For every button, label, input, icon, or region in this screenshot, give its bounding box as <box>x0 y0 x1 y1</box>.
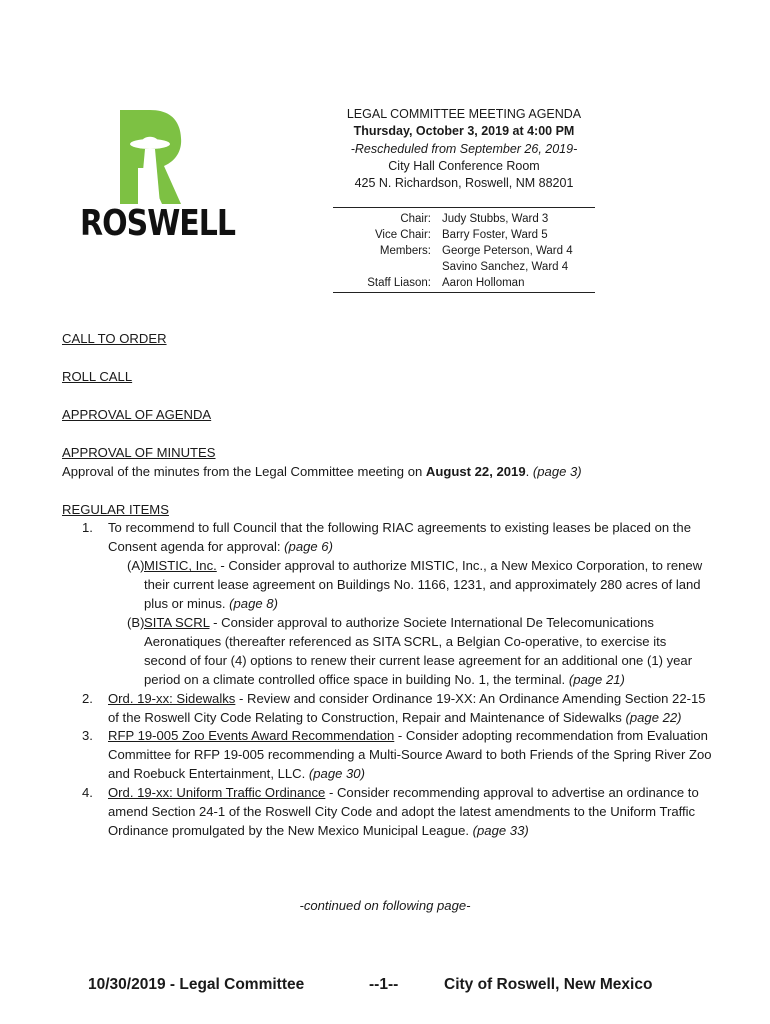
page-ref: (page 3) <box>532 463 582 479</box>
minutes-text <box>62 463 712 482</box>
subitem-title: SITA SCRL <box>144 614 210 630</box>
roster-row <box>333 243 595 259</box>
item-text: To recommend to full Council that the following RIAC agreements to existing leases be placed on the Consent agenda for approval: <box>108 520 691 555</box>
minutes-text-after: . <box>525 463 533 479</box>
item-title: Ord. 19-xx: Uniform Traffic Ordinance <box>108 785 326 801</box>
item-number: 2. <box>82 690 93 706</box>
footer-city: City of Roswell, New Mexico <box>444 976 653 993</box>
logo-wordmark: ROSWELL <box>80 203 236 245</box>
page-ref: (page 6) <box>284 539 333 555</box>
agenda-item <box>62 519 712 557</box>
item-number: 3. <box>82 728 93 744</box>
footer-date-committee: 10/30/2019 - Legal Committee <box>88 976 305 993</box>
item-title: RFP 19-005 Zoo Events Award Recommendation <box>108 728 395 744</box>
roster-role: Chair: <box>400 213 431 225</box>
continued-note: -continued on following page- <box>299 898 471 913</box>
roster-role: Staff Liason: <box>367 277 431 289</box>
footer-page-number: --1-- <box>369 976 399 993</box>
meeting-address: 425 N. Richardson, Roswell, NM 88201 <box>354 176 574 191</box>
roster-row <box>333 211 595 227</box>
roster-name: Aaron Holloman <box>442 277 525 289</box>
roster-role: Members: <box>379 245 431 257</box>
meeting-header <box>333 106 595 192</box>
minutes-text-before: Approval of the minutes from the Legal Committee meeting on <box>62 463 426 479</box>
roster-row <box>333 227 595 243</box>
agenda-item <box>62 690 712 728</box>
agenda-subitem <box>62 614 712 690</box>
page-ref: (page 33) <box>472 822 529 838</box>
page-ref: (page 8) <box>229 596 278 612</box>
section-heading: ROLL CALL <box>62 368 133 384</box>
subitem-text: - Consider approval to authorize Societe International De Telecomunications Aeronatiques (thereafter referenced as SITA SCRL, a Belgian Co-operative, to exercise its second of four (4) options to renew their current lease agreement for an additional one (1) year period on a climate controlled office space in building No. 1, the terminal. <box>144 614 693 687</box>
logo-r-mark <box>120 110 181 204</box>
subitem-letter: (A) <box>127 558 145 574</box>
agenda-item <box>62 727 712 784</box>
meeting-rescheduled: -Rescheduled from September 26, 2019- <box>350 141 578 156</box>
roster-row <box>333 275 595 291</box>
meeting-title: LEGAL COMMITTEE MEETING AGENDA <box>346 107 582 121</box>
item-text: - Consider recommending approval to advertise an ordinance to amend Section 24-1 of the Roswell City Code and adopt the latest amendments to the Uniform Traffic Ordinance promulgated by the New Mexico Municipal League. <box>108 785 699 838</box>
subitem-text: - Consider approval to authorize MISTIC, Inc., a New Mexico Corporation, to renew their current lease agreement on Buildings No. 1166, 1231, and approximately 280 acres of land plus or minus. <box>144 558 703 612</box>
page-ref: (page 21) <box>568 671 625 687</box>
section-roll-call <box>62 368 712 387</box>
roster-role <box>333 259 442 275</box>
section-call-to-order <box>62 330 712 349</box>
section-heading: REGULAR ITEMS <box>62 501 169 517</box>
meeting-location: City Hall Conference Room <box>388 158 540 173</box>
subitem-letter: (B) <box>127 614 145 630</box>
committee-roster <box>333 207 595 293</box>
page-ref: (page 30) <box>308 766 365 782</box>
minutes-date: August 22, 2019 <box>425 463 526 479</box>
agenda-item <box>62 784 712 841</box>
meeting-date: Thursday, October 3, 2019 at 4:00 PM <box>353 124 575 139</box>
section-heading: APPROVAL OF AGENDA <box>62 406 212 422</box>
subitem-title: MISTIC, Inc. <box>144 558 217 574</box>
page-ref: (page 22) <box>625 709 682 725</box>
section-approval-of-agenda <box>62 406 712 425</box>
roster-name: George Peterson, Ward 4 <box>442 245 573 257</box>
roster-name: Barry Foster, Ward 5 <box>442 229 548 241</box>
roster-row <box>333 259 595 275</box>
section-heading: APPROVAL OF MINUTES <box>62 444 216 460</box>
item-text: - Review and consider Ordinance 19-XX: An Ordinance Amending Section 22-15 of the Roswell City Code Relating to Construction, Repair and Maintenance of Sidewalks <box>108 690 706 725</box>
item-number: 4. <box>82 785 93 801</box>
item-title: Ord. 19-xx: Sidewalks <box>108 690 236 706</box>
agenda-subitem <box>62 557 712 614</box>
section-approval-of-minutes <box>62 444 712 482</box>
agenda-body <box>62 330 712 860</box>
roster-name: Savino Sanchez, Ward 4 <box>442 261 569 273</box>
section-regular-items <box>62 501 712 841</box>
item-text: - Consider adopting recommendation from Evaluation Committee for RFP 19-005 recommending a Multi-Source Award to both Friends of the Spring River Zoo and Roebuck Entertainment, LLC. <box>108 728 712 782</box>
roster-role: Vice Chair: <box>374 229 431 241</box>
item-number: 1. <box>82 520 93 536</box>
roster-name: Judy Stubbs, Ward 3 <box>442 213 549 225</box>
section-heading: CALL TO ORDER <box>62 331 167 346</box>
